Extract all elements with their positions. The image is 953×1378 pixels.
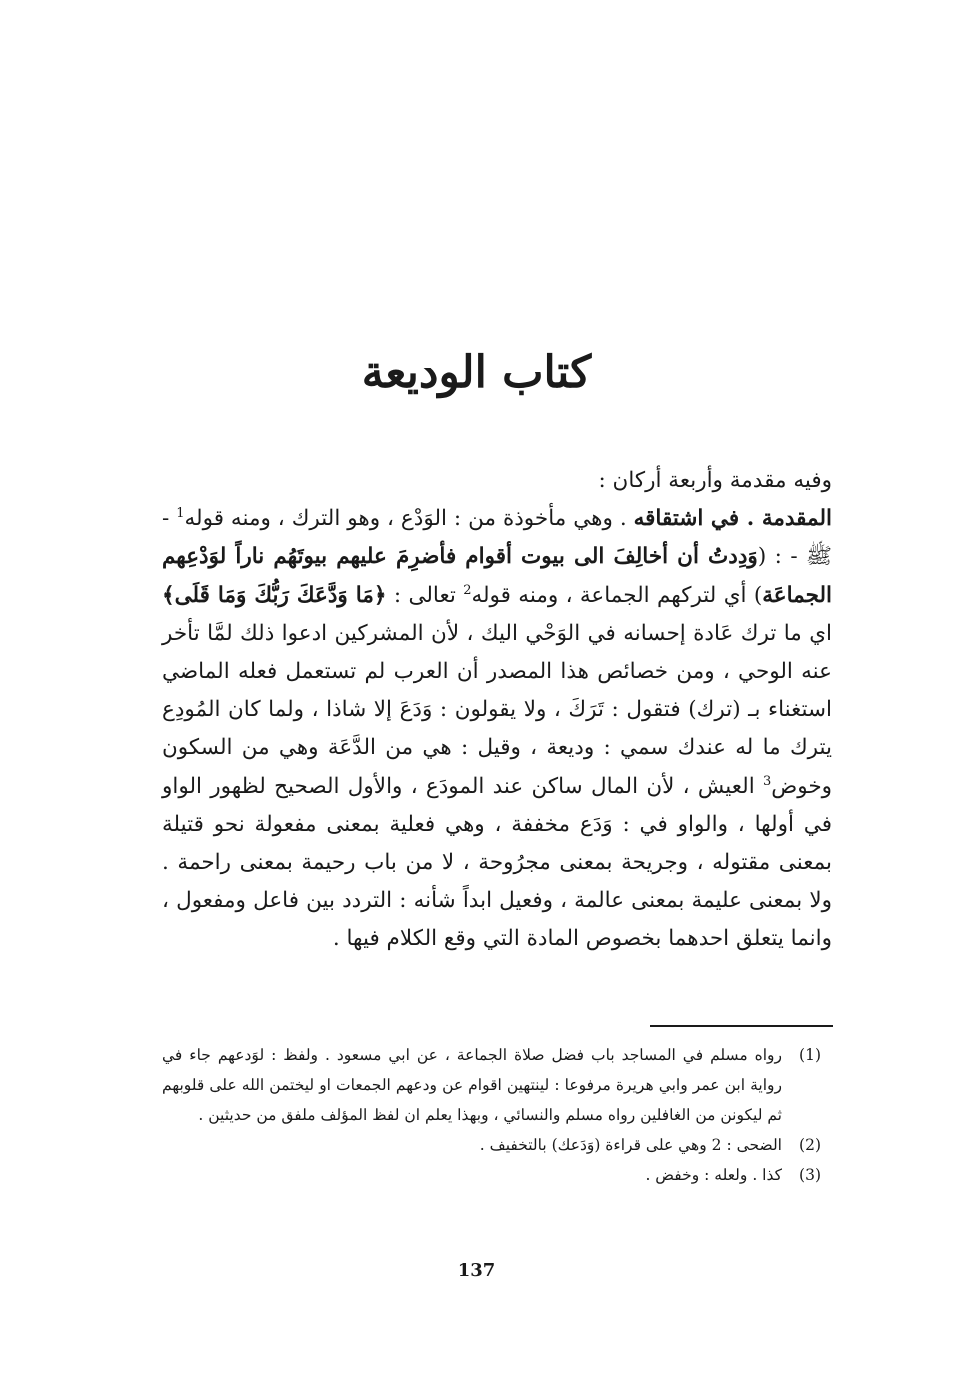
main-text xyxy=(162,462,832,959)
footnote xyxy=(162,1160,838,1190)
hadith-quote: وَدِدتُ أن أخالِفَ الى بيوت أقوام فأضرِمَ عليهم بيوتَهُم ناراً لوَدْعِهم الجماعَة xyxy=(162,544,833,608)
text-segment: . وهي مأخوذة من : الوَدْع ، وهو الترك ، ومنه قوله xyxy=(184,506,634,532)
section-heading: المقدمة . في اشتقاقه xyxy=(633,506,832,532)
footnote xyxy=(162,1040,838,1130)
text-segment: اي ما ترك عَادة إحسانه في الوَحْي اليك ، لأن المشركين ادعوا ذلك لمَّا تأخر عنه الوحي ، ومن خصائص هذا المصدر أن العرب لم تستعمل فعله الماضي استغناء بـ (ترك) فتقول : تَرَكَ ، ولا يقولون : وَدَعَ إلا شاذا ، ولما كان المُودِع يترك ما له عندك سمي : وديعة ، وقيل : هي من الدَّعَة وهي من السكون وخوض xyxy=(162,620,832,799)
text-segment: - ﷺ - : ( xyxy=(162,506,832,570)
footnote-number: (3) xyxy=(799,1166,821,1184)
footnote-ref-2: 2 xyxy=(463,582,472,598)
intro-line: وفيه مقدمة وأربعة أركان : xyxy=(598,468,832,493)
footnote-text: رواه مسلم في المساجد باب فضل صلاة الجماعة ، عن ابي مسعود . ولفظ : لوَدعهم جاء في رواية ابن عمر وابي هريرة مرفوعا : لينتهين اقوام عن ودعهم الجمعات او ليختمن الله على قلوبهم ثم ليكونن من الغافلين رواه مسلم والنسائي ، وبهذا يعلم ان لفظ المؤلف ملفق من حديثين . xyxy=(162,1046,782,1124)
page-number: 137 xyxy=(457,1260,496,1281)
text-segment: ) أي لتركهم الجماعة ، ومنه قوله xyxy=(471,582,763,608)
text-segment: تعالى : xyxy=(386,582,464,608)
footnotes xyxy=(162,1040,838,1190)
footnote-number: (1) xyxy=(799,1046,821,1064)
footnote-text: كذا . ولعله : وخفض . xyxy=(645,1166,782,1184)
footnote-divider xyxy=(650,1025,833,1027)
chapter-title: كتاب الوديعة xyxy=(361,347,592,398)
footnote xyxy=(162,1130,838,1160)
footnote-ref-1: 1 xyxy=(176,506,185,522)
footnote-ref-3: 3 xyxy=(762,773,772,789)
footnote-number: (2) xyxy=(799,1136,821,1154)
main-paragraph xyxy=(162,500,832,958)
footnote-text: الضحى : 2 وهي على قراءة (وَدَعك) بالتخفيف . xyxy=(479,1136,782,1154)
quran-quote: ﴿مَا وَدَّعَكَ رَبُّكَ وَمَا قَلَى﴾ xyxy=(162,582,387,608)
text-segment: العيش ، لأن المال ساكن عند المودَع ، والأول الصحيح لظهور الواو في أولها ، والواو في : وَدَع مخففة ، وهي فعلية بمعنى مفعولة نحو قتيلة بمعنى مقتوله ، وجريحة بمعنى مجرُوحة ، لا من باب رحيمة بمعنى راحمة . ولا بمعنى عليمة بمعنى عالمة ، وفعيل ابداً شأنه : التردد بين فاعل ومفعول ، وانما يتعلق احدهما بخصوص المادة التي وقع الكلام فيها . xyxy=(162,773,832,952)
